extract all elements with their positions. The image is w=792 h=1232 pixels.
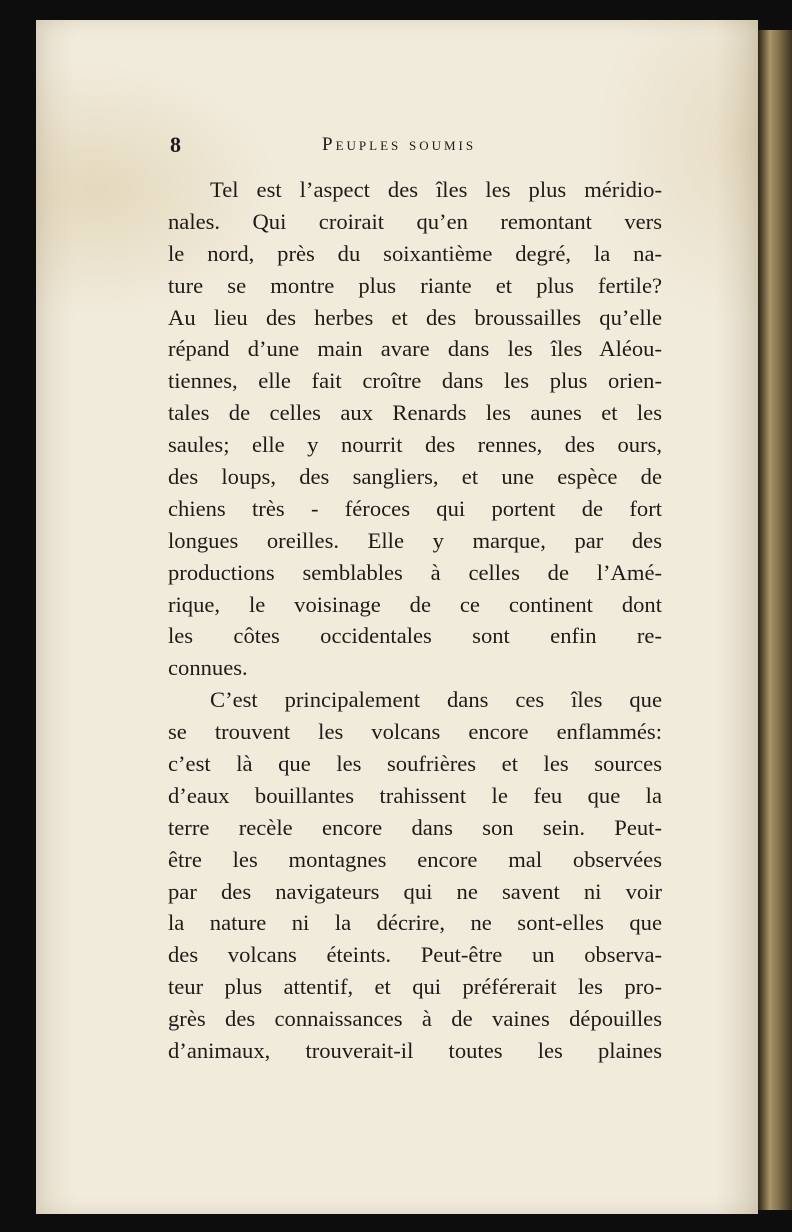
text-line: teur plus attentif, et qui préférerait les pro- [168, 974, 662, 1000]
text-line: connues. [168, 655, 248, 681]
text-line: la nature ni la décrire, ne sont-elles que [168, 910, 662, 936]
text-line: Au lieu des herbes et des broussailles qu’elle [168, 304, 662, 330]
text-line: d’animaux, trouverait-il toutes les plaines [168, 1038, 662, 1064]
text-line: se trouvent les volcans encore enflammés: [168, 719, 662, 745]
body-text [168, 174, 662, 1067]
text-line: chiens très - féroces qui portent de fort [168, 495, 662, 521]
page-number: 8 [170, 132, 181, 157]
page-header [170, 132, 670, 158]
text-line: par des navigateurs qui ne savent ni voir [168, 878, 662, 904]
text-line: longues oreilles. Elle y marque, par des [168, 527, 662, 553]
adjacent-page-edge [758, 30, 792, 1210]
text-line: productions semblables à celles de l’Amé- [168, 559, 662, 585]
text-line: terre recèle encore dans son sein. Peut- [168, 814, 662, 840]
text-line: les côtes occidentales sont enfin re- [168, 623, 662, 649]
text-line: tiennes, elle fait croître dans les plus orien- [168, 368, 662, 394]
text-line: c’est là que les soufrières et les sources [168, 751, 662, 777]
text-line: d’eaux bouillantes trahissent le feu que la [168, 782, 662, 808]
text-line: tales de celles aux Renards les aunes et les [168, 400, 662, 426]
text-line: grès des connaissances à de vaines dépouilles [168, 1006, 662, 1032]
text-line: répand d’une main avare dans les îles Aléou- [168, 336, 662, 362]
text-line: être les montagnes encore mal observées [168, 846, 662, 872]
text-line: ture se montre plus riante et plus fertile? [168, 272, 662, 298]
text-line: rique, le voisinage de ce continent dont [168, 591, 662, 617]
paragraph-1 [168, 174, 662, 684]
text-line: le nord, près du soixantième degré, la na- [168, 240, 662, 266]
text-line: nales. Qui croirait qu’en remontant vers [168, 208, 662, 234]
text-line: des volcans éteints. Peut-être un observa- [168, 942, 662, 968]
paragraph-2 [168, 684, 662, 1067]
text-line: C’est principalement dans ces îles que [210, 687, 662, 713]
running-head: Peuples soumis [322, 134, 477, 155]
text-line: des loups, des sangliers, et une espèce de [168, 464, 662, 490]
text-line: saules; elle y nourrit des rennes, des ours, [168, 432, 662, 458]
text-line: Tel est l’aspect des îles les plus méridio- [210, 177, 662, 202]
